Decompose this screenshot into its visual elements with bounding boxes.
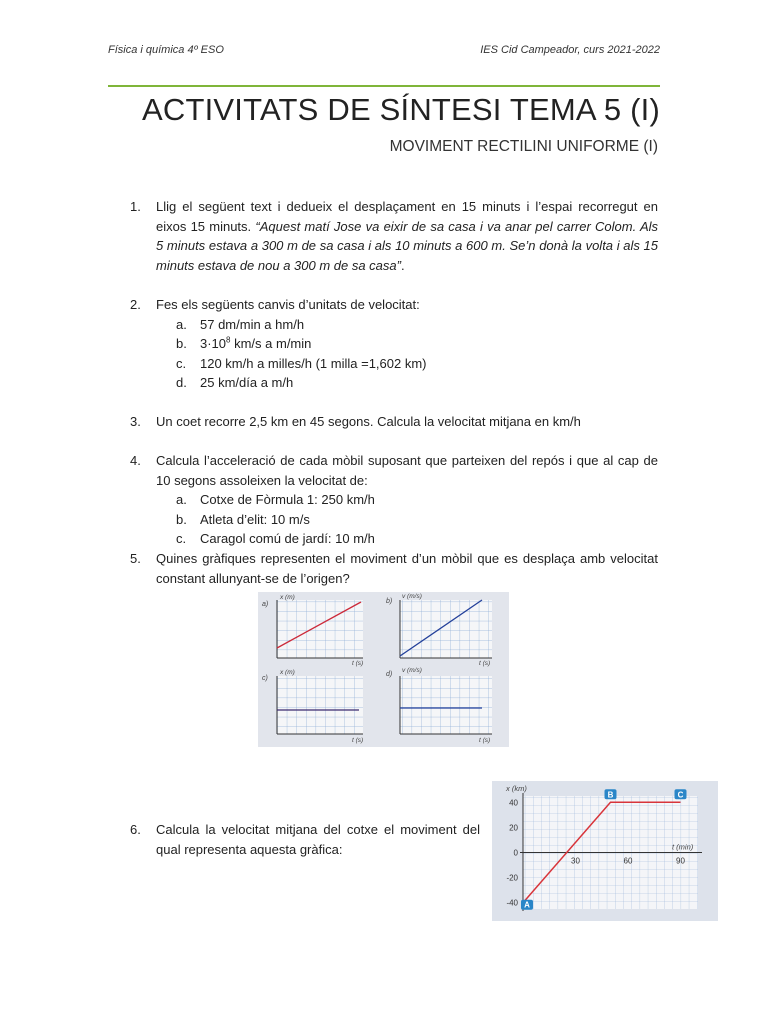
- y-tick-label: 0: [513, 848, 518, 858]
- page-subtitle: MOVIMENT RECTILINI UNIFORME (I): [389, 138, 658, 155]
- item-exponent: 8: [226, 335, 231, 345]
- list-item: [176, 510, 310, 530]
- panel-ylabel-b: v (m/s): [402, 593, 422, 600]
- question-2: [130, 295, 658, 315]
- panel-tag-b: b): [386, 598, 393, 605]
- item-letter: b.: [176, 336, 187, 351]
- header-right: IES Cid Campeador, curs 2021-2022: [480, 44, 660, 56]
- list-item: [176, 334, 311, 354]
- question-number: 4.: [130, 453, 141, 468]
- item-text: Caragol comú de jardí: 10 m/h: [200, 531, 375, 546]
- x-tick-label: 90: [676, 856, 685, 866]
- panel-xlabel-b: t (s): [479, 660, 491, 667]
- question-text: Calcula l’acceleració de cada mòbil suposant que parteixen del repós i que al cap de 10 segons assoleixen la velocitat de:: [156, 453, 658, 488]
- point-label: A: [524, 900, 530, 910]
- graph-panel-d: [386, 667, 492, 744]
- question-3: [130, 412, 658, 432]
- item-text: Atleta d’elit: 10 m/s: [200, 512, 310, 527]
- header-divider: [108, 85, 660, 87]
- question-text: Llig el següent text i dedueix el desplaçament en 15 minuts i l’espai recorregut en eixos 15 minuts.: [156, 199, 658, 234]
- list-item: [176, 490, 375, 510]
- list-item: [176, 354, 427, 374]
- panel-tag-d: d): [386, 671, 393, 678]
- item-letter: c.: [176, 531, 187, 546]
- item-letter: a.: [176, 317, 187, 332]
- question-number: 6.: [130, 822, 141, 837]
- graphs-figure-svg: [258, 592, 509, 747]
- item-letter: b.: [176, 512, 187, 527]
- graph-panel-a: [262, 594, 363, 667]
- chart-ylabel: x (km): [506, 784, 527, 793]
- page-title: ACTIVITATS DE SÍNTESI TEMA 5 (I): [142, 92, 660, 127]
- question-text: Calcula la velocitat mitjana del cotxe el moviment del qual representa aquesta gràfica:: [156, 822, 480, 857]
- item-text: Cotxe de Fòrmula 1: 250 km/h: [200, 492, 375, 507]
- question-6: [130, 820, 480, 859]
- x-tick-label: 60: [623, 856, 633, 866]
- question-text: Fes els següents canvis d’unitats de velocitat:: [156, 297, 420, 312]
- item-text: 25 km/día a m/h: [200, 375, 294, 390]
- graph-panel-b: [386, 593, 492, 667]
- panel-ylabel-a: x (m): [280, 594, 295, 601]
- list-item: [176, 315, 304, 335]
- y-tick-label: 20: [509, 823, 518, 833]
- list-item: [176, 373, 293, 393]
- chart-point-b: [605, 789, 617, 799]
- panel-xlabel-a: t (s): [352, 660, 364, 667]
- question-5: [130, 549, 658, 588]
- panel-ylabel-c: x (m): [280, 669, 295, 676]
- panel-xlabel-c: t (s): [352, 737, 364, 744]
- graph-panel-c: [262, 669, 363, 744]
- item-text: 57 dm/min a hm/h: [200, 317, 305, 332]
- item-letter: a.: [176, 492, 187, 507]
- question-text: Quines gràfiques representen el moviment d’un mòbil que es desplaça amb velocitat constant allunyant-se de l’origen?: [156, 551, 658, 586]
- question-text: Un coet recorre 2,5 km en 45 segons. Calcula la velocitat mitjana en km/h: [156, 414, 581, 429]
- y-tick-label: -20: [506, 873, 518, 883]
- y-tick-label: -40: [506, 898, 518, 908]
- panel-ylabel-d: v (m/s): [402, 667, 422, 674]
- point-label: C: [677, 790, 684, 800]
- question-number: 5.: [130, 551, 141, 566]
- question-quote: “Aquest matí Jose va eixir de sa casa i va anar pel carrer Colom. Als 5 minuts estava a 300 m de sa casa i als 10 minuts a 600 m. Se’n donà la volta i als 15 minuts estava de nou a 300 m de sa casa”: [156, 218, 658, 273]
- panel-tag-c: c): [262, 675, 268, 682]
- item-text: 120 km/h a milles/h (1 milla =1,602 km): [200, 356, 427, 371]
- item-text: 3·10: [200, 336, 227, 351]
- question-4: [130, 451, 658, 490]
- list-item: [176, 529, 375, 549]
- position-time-chart-svg: [492, 781, 718, 921]
- question-number: 1.: [130, 199, 141, 214]
- item-letter: c.: [176, 356, 187, 371]
- question-1: [130, 197, 658, 275]
- y-tick-label: 40: [509, 798, 518, 808]
- chart-point-c: [675, 789, 687, 799]
- point-label: B: [607, 790, 614, 800]
- x-tick-label: 30: [571, 856, 580, 866]
- item-letter: d.: [176, 375, 187, 390]
- chart-xlabel: t (min): [672, 842, 694, 852]
- chart-point-a: [521, 900, 533, 910]
- question-text-end: .: [400, 257, 405, 273]
- panel-xlabel-d: t (s): [479, 737, 491, 744]
- header-left: Física i química 4º ESO: [108, 44, 224, 56]
- graphs-figure: [258, 592, 509, 747]
- question-number: 3.: [130, 414, 141, 429]
- question-number: 2.: [130, 297, 141, 312]
- position-time-chart: [492, 781, 718, 921]
- item-text: km/s a m/min: [230, 336, 312, 351]
- panel-tag-a: a): [262, 601, 269, 608]
